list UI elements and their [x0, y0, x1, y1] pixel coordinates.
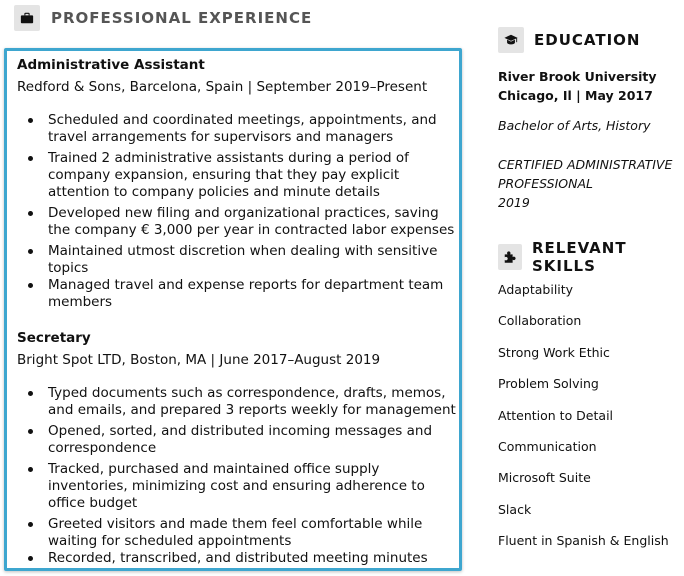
education-heading	[498, 27, 640, 53]
briefcase-icon	[14, 5, 40, 31]
certification	[498, 155, 678, 212]
experience-title: PROFESSIONAL EXPERIENCE	[51, 9, 313, 27]
education-section	[498, 67, 678, 212]
skill-item: Communication	[498, 438, 597, 454]
skill-item: Attention to Detail	[498, 407, 614, 423]
bullet-item: Developed new filing and organizational practices, saving the company € 3,000 per year in contracted labor expenses	[17, 205, 463, 239]
bullet-item: Scheduled and coordinated meetings, appointments, and travel arrangements for supervisors and managers	[17, 112, 463, 146]
bullet-item: Maintained utmost discretion when dealing with sensitive topics	[17, 243, 463, 277]
experience-heading	[14, 5, 312, 31]
education-title: EDUCATION	[534, 31, 641, 49]
bullet-item: Recorded, transcribed, and distributed meeting minutes	[17, 550, 463, 567]
skills-title: RELEVANT SKILLS	[531, 239, 627, 275]
skill-item: Adaptability	[498, 282, 574, 297]
job-title: Secretary	[17, 330, 91, 346]
education-location-date: Chicago, Il | May 2017	[498, 88, 653, 103]
bullet-item: Managed travel and expense reports for department team members	[17, 277, 463, 311]
skills-heading	[498, 239, 684, 275]
skill-item: Problem Solving	[498, 376, 599, 392]
experience-section	[4, 48, 462, 571]
skill-item: Strong Work Ethic	[498, 344, 610, 360]
bullet-item: Tracked, purchased and maintained office supply inventories, minimizing cost and ensuring adherence to office budget	[17, 461, 463, 512]
job-bullets	[17, 112, 463, 311]
skill-item: Slack	[498, 501, 532, 517]
bullet-item: Typed documents such as correspondence, drafts, memos, and emails, and prepared 3 reports weekly for management	[17, 385, 463, 419]
job-entry	[17, 56, 463, 315]
cert-year: 2019	[498, 195, 530, 210]
cert-line: PROFESSIONAL	[498, 176, 593, 191]
skill-item: Collaboration	[498, 313, 582, 329]
job-title: Administrative Assistant	[17, 57, 205, 73]
bullet-item: Trained 2 administrative assistants during a period of company expansion, ensuring that they pay explicit attention to company policies and minute details	[17, 150, 463, 201]
cert-line: CERTIFIED ADMINISTRATIVE	[498, 157, 673, 172]
skills-list	[498, 281, 669, 564]
job-meta: Bright Spot LTD, Boston, MA | June 2017–August 2019	[17, 352, 381, 368]
skill-item: Microsoft Suite	[498, 470, 591, 486]
university-name: River Brook University	[498, 69, 657, 84]
degree: Bachelor of Arts, History	[498, 118, 651, 133]
puzzle-piece-icon	[498, 244, 522, 270]
skill-item: Fluent in Spanish & English	[498, 533, 669, 549]
job-entry	[17, 329, 463, 571]
bullet-item: Opened, sorted, and distributed incoming messages and correspondence	[17, 423, 463, 457]
bullet-item: Greeted visitors and made them feel comfortable while waiting for scheduled appointments	[17, 516, 463, 550]
job-meta: Redford & Sons, Barcelona, Spain | September 2019–Present	[17, 79, 428, 95]
job-bullets	[17, 385, 463, 567]
graduation-cap-icon	[498, 27, 524, 53]
